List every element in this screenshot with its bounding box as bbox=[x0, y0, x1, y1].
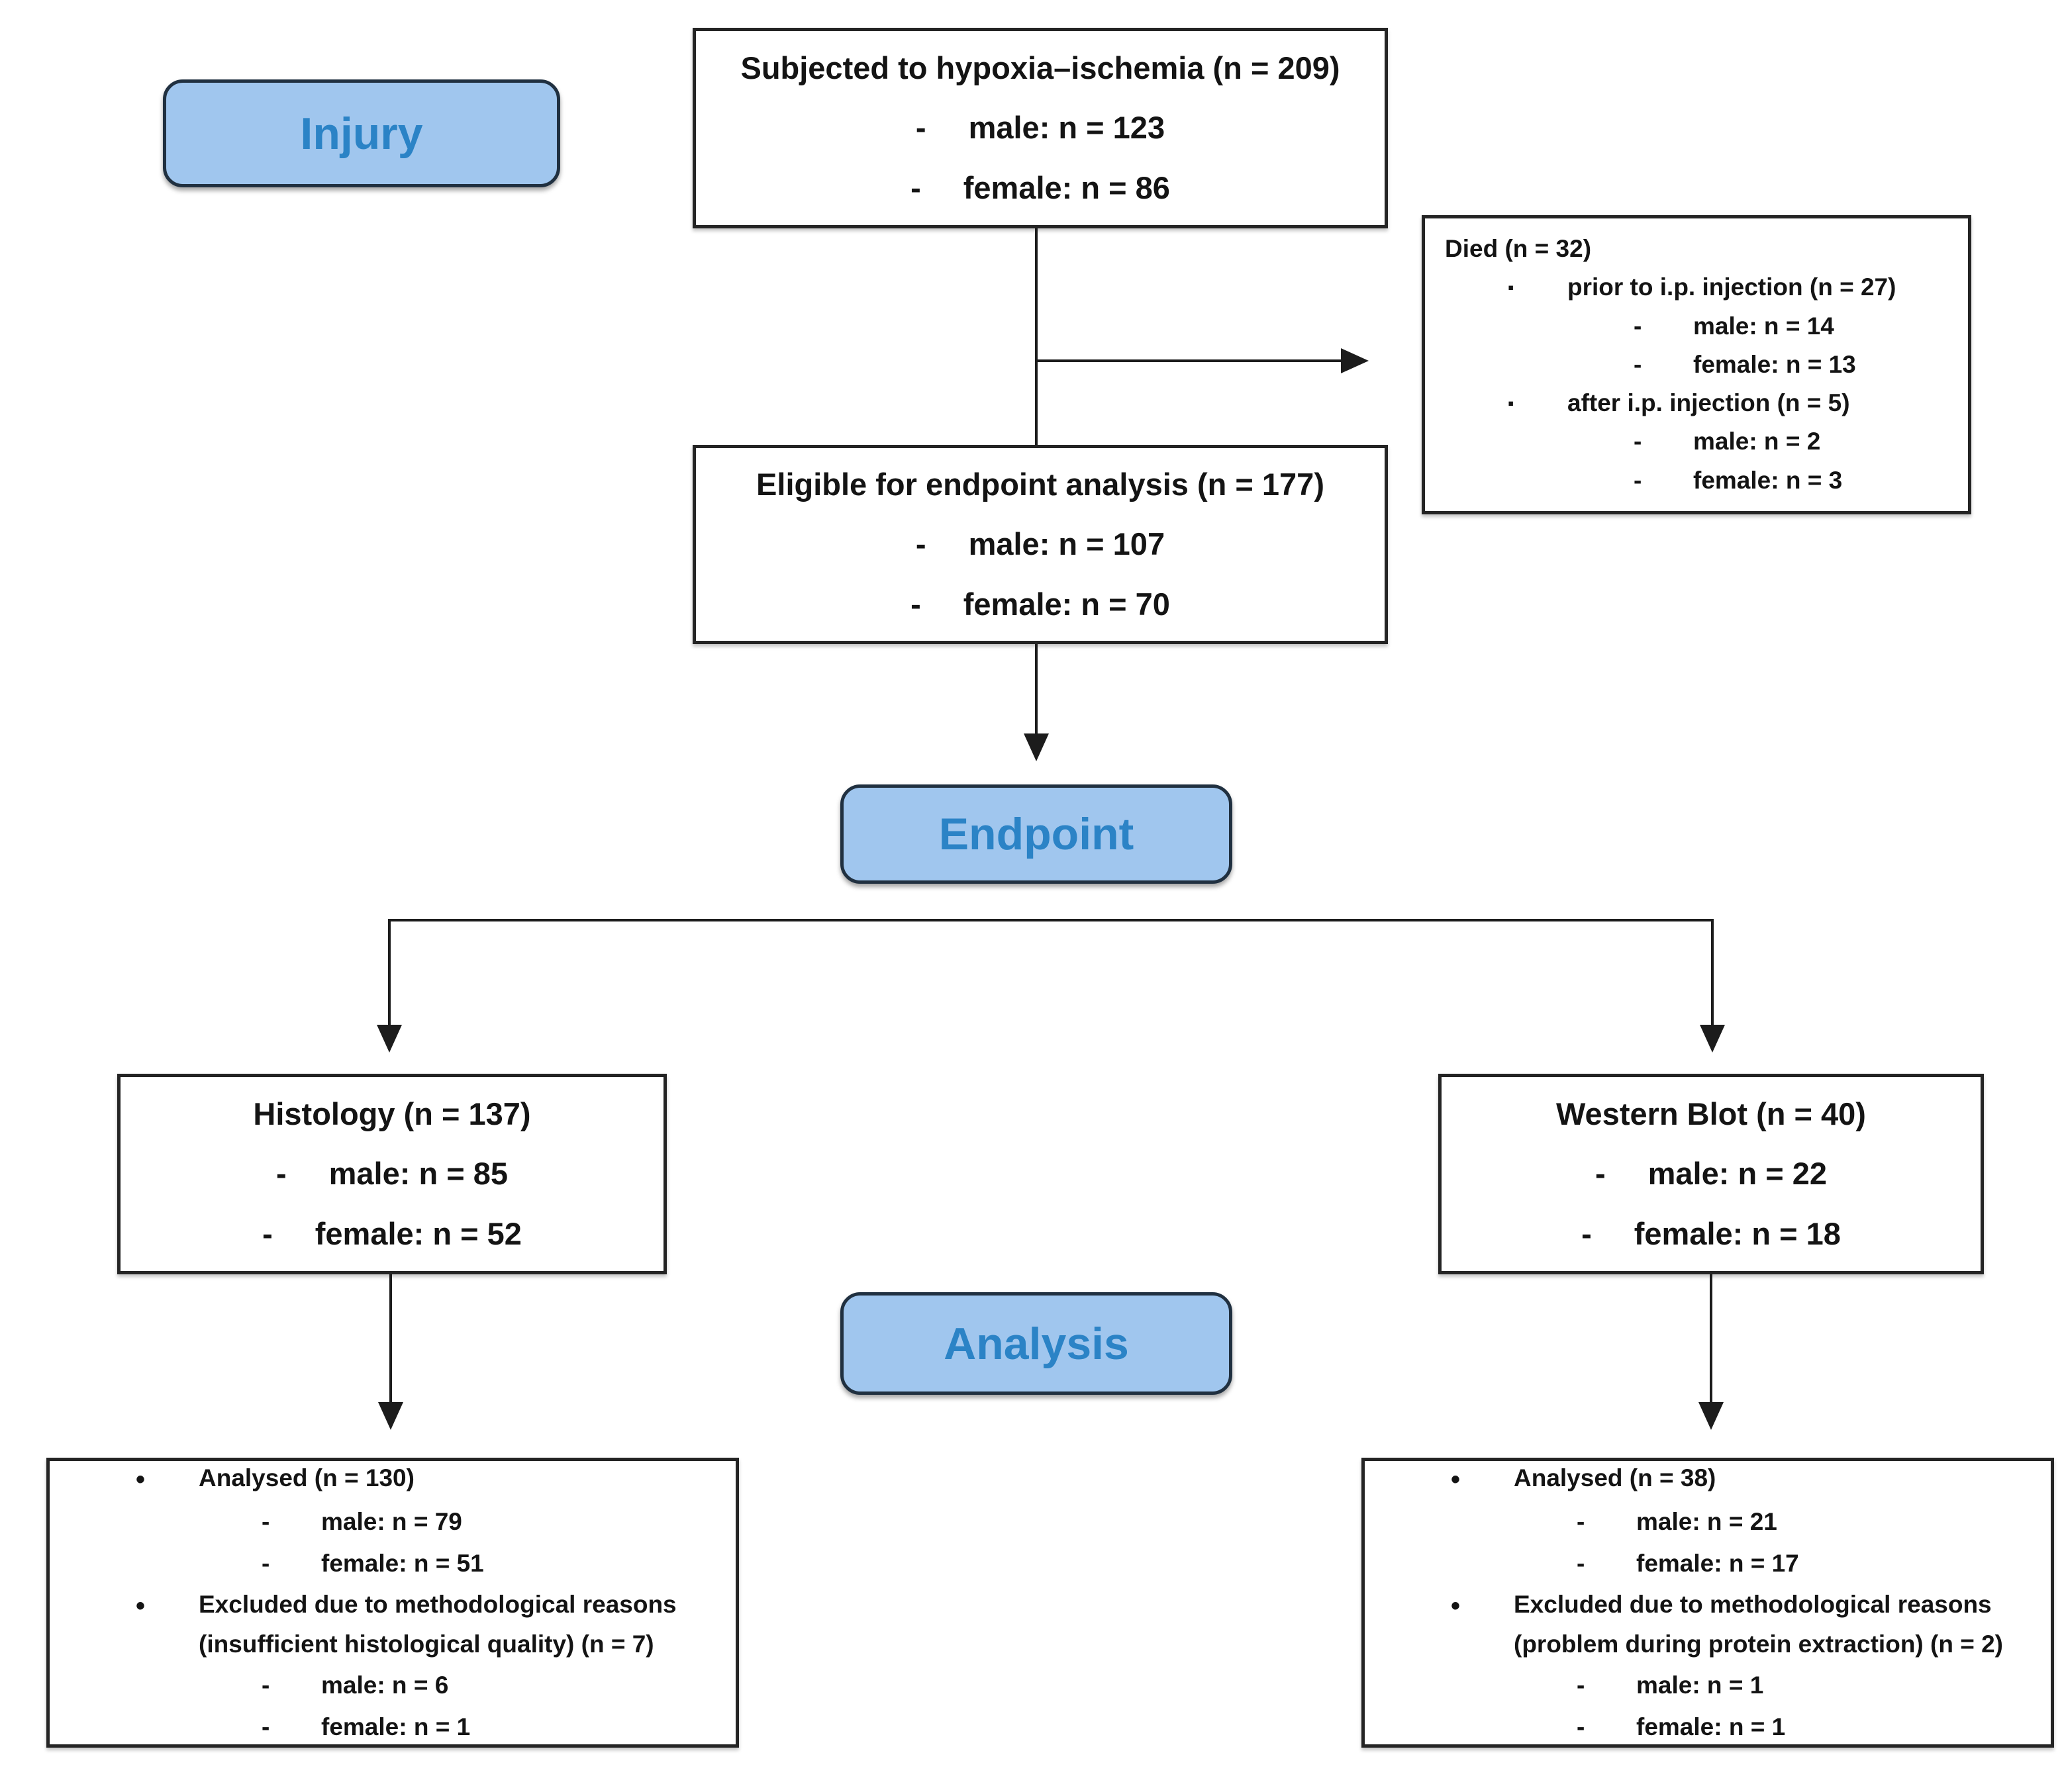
stage-badge-endpoint bbox=[840, 784, 1232, 884]
dash-glyph: - bbox=[1577, 1713, 1585, 1740]
bullet-icon: • bbox=[136, 1591, 146, 1621]
square-bullet-icon: ▪ bbox=[1508, 277, 1514, 298]
western-excluded-male-row bbox=[1391, 1670, 2031, 1701]
histology-excluded-female-text: female: n = 1 bbox=[321, 1713, 471, 1740]
dash-glyph: - bbox=[1577, 1549, 1585, 1577]
died-group-after-label: after i.p. injection (n = 5) bbox=[1567, 389, 1850, 417]
died-after-male-row bbox=[1445, 426, 1951, 457]
connector-branch-horizontal bbox=[389, 919, 1714, 921]
dash-glyph: - bbox=[275, 1156, 287, 1192]
connector-to-died bbox=[1036, 359, 1341, 362]
died-prior-female-text: female: n = 13 bbox=[1693, 350, 1856, 378]
histology-excluded-male-text: male: n = 6 bbox=[321, 1672, 449, 1699]
died-prior-male-row bbox=[1445, 311, 1951, 342]
western-blot-female-text: female: n = 18 bbox=[1634, 1215, 1841, 1251]
died-after-female-text: female: n = 3 bbox=[1693, 466, 1843, 494]
connector-branch-left bbox=[388, 919, 391, 1025]
died-box bbox=[1422, 215, 1971, 514]
histology-title: Histology (n = 137) bbox=[253, 1096, 531, 1131]
dash-glyph: - bbox=[1634, 350, 1642, 378]
western-blot-female-row bbox=[1581, 1215, 1841, 1252]
histology-male-row bbox=[276, 1155, 508, 1192]
connector-subjected-eligible bbox=[1035, 228, 1038, 446]
died-group-prior-label: prior to i.p. injection (n = 27) bbox=[1567, 273, 1896, 301]
dash-glyph: - bbox=[1634, 312, 1642, 340]
western-blot-male-text: male: n = 22 bbox=[1647, 1156, 1828, 1192]
western-excluded-label2: (problem during protein extraction) (n = 2) bbox=[1514, 1630, 2004, 1658]
subjected-male-text: male: n = 123 bbox=[968, 110, 1165, 146]
arrowhead-western-analysed bbox=[1698, 1402, 1724, 1430]
eligible-male-row bbox=[916, 526, 1165, 563]
square-bullet-icon: ▪ bbox=[1508, 393, 1514, 414]
dash-glyph: - bbox=[1581, 1215, 1592, 1251]
western-analysed-female-text: female: n = 17 bbox=[1636, 1549, 1799, 1577]
dash-glyph: - bbox=[910, 169, 921, 205]
histology-analysed-label: Analysed (n = 130) bbox=[199, 1464, 415, 1492]
western-analysed-box bbox=[1361, 1458, 2054, 1748]
histology-analysed-female-text: female: n = 51 bbox=[321, 1549, 484, 1577]
dash-glyph: - bbox=[262, 1672, 270, 1699]
western-analysed-male-text: male: n = 21 bbox=[1636, 1508, 1777, 1536]
eligible-box bbox=[693, 445, 1388, 644]
western-analysed-male-row bbox=[1391, 1507, 2031, 1537]
western-blot-title: Western Blot (n = 40) bbox=[1556, 1096, 1866, 1131]
bullet-icon: • bbox=[1451, 1591, 1461, 1621]
stage-badge-analysis-label: Analysis bbox=[944, 1318, 1129, 1369]
western-excluded-female-row bbox=[1391, 1712, 2031, 1742]
died-prior-female-row bbox=[1445, 350, 1951, 380]
histology-excluded-group bbox=[76, 1589, 716, 1660]
histology-analysed-male-text: male: n = 79 bbox=[321, 1508, 462, 1536]
histology-analysed-box bbox=[46, 1458, 739, 1748]
died-group-after bbox=[1445, 388, 1951, 418]
histology-excluded-label2: (insufficient histological quality) (n = 7) bbox=[199, 1630, 654, 1658]
western-analysed-female-row bbox=[1391, 1548, 2031, 1579]
stage-badge-analysis bbox=[840, 1292, 1232, 1395]
histology-box bbox=[117, 1074, 667, 1274]
arrowhead-endpoint bbox=[1024, 733, 1049, 761]
histology-excluded-label: Excluded due to methodological reasons bbox=[199, 1590, 677, 1618]
western-blot-box bbox=[1438, 1074, 1984, 1274]
western-excluded-label: Excluded due to methodological reasons bbox=[1514, 1590, 1992, 1618]
subjected-female-row bbox=[910, 169, 1170, 207]
eligible-male-text: male: n = 107 bbox=[968, 526, 1165, 562]
western-excluded-group bbox=[1391, 1589, 2031, 1660]
dash-glyph: - bbox=[262, 1508, 270, 1536]
stage-badge-injury-label: Injury bbox=[300, 108, 423, 159]
dash-glyph: - bbox=[915, 526, 926, 562]
subjected-male-row bbox=[916, 109, 1165, 146]
died-group-prior bbox=[1445, 272, 1951, 303]
histology-analysed-female-row bbox=[76, 1548, 716, 1579]
histology-female-text: female: n = 52 bbox=[315, 1215, 522, 1251]
died-after-male-text: male: n = 2 bbox=[1693, 428, 1821, 455]
eligible-female-text: female: n = 70 bbox=[963, 586, 1170, 622]
histology-excluded-female-row bbox=[76, 1712, 716, 1742]
dash-glyph: - bbox=[1577, 1672, 1585, 1699]
arrowhead-histology-analysed bbox=[378, 1402, 403, 1430]
connector-branch-right bbox=[1711, 919, 1714, 1025]
stage-badge-injury bbox=[163, 79, 560, 187]
subjected-female-text: female: n = 86 bbox=[963, 169, 1170, 205]
stage-badge-endpoint-label: Endpoint bbox=[938, 809, 1134, 859]
dash-glyph: - bbox=[262, 1713, 270, 1740]
western-excluded-female-text: female: n = 1 bbox=[1636, 1713, 1786, 1740]
arrowhead-histology bbox=[377, 1025, 402, 1053]
histology-excluded-male-row bbox=[76, 1670, 716, 1701]
histology-female-row bbox=[262, 1215, 522, 1252]
dash-glyph: - bbox=[1634, 428, 1642, 455]
arrowhead-to-died bbox=[1341, 348, 1369, 373]
died-prior-male-text: male: n = 14 bbox=[1693, 312, 1834, 340]
western-excluded-male-text: male: n = 1 bbox=[1636, 1672, 1764, 1699]
bullet-icon: • bbox=[136, 1465, 146, 1495]
arrowhead-western-blot bbox=[1700, 1025, 1725, 1053]
dash-glyph: - bbox=[1634, 466, 1642, 494]
connector-western-analysed bbox=[1710, 1274, 1712, 1402]
histology-analysed-male-row bbox=[76, 1507, 716, 1537]
dash-glyph: - bbox=[1595, 1156, 1606, 1192]
histology-analysed-group bbox=[76, 1463, 716, 1496]
dash-glyph: - bbox=[262, 1549, 270, 1577]
dash-glyph: - bbox=[1577, 1508, 1585, 1536]
died-title: Died (n = 32) bbox=[1445, 235, 1592, 263]
western-blot-male-row bbox=[1595, 1155, 1827, 1192]
eligible-female-row bbox=[910, 586, 1170, 623]
bullet-icon: • bbox=[1451, 1465, 1461, 1495]
dash-glyph: - bbox=[915, 110, 926, 146]
western-analysed-label: Analysed (n = 38) bbox=[1514, 1464, 1716, 1492]
subjected-box bbox=[693, 28, 1388, 228]
dash-glyph: - bbox=[262, 1215, 273, 1251]
eligible-title: Eligible for endpoint analysis (n = 177) bbox=[756, 466, 1324, 502]
subjected-title: Subjected to hypoxia–ischemia (n = 209) bbox=[740, 50, 1340, 85]
dash-glyph: - bbox=[910, 586, 921, 622]
died-after-female-row bbox=[1445, 465, 1951, 496]
connector-histology-analysed bbox=[389, 1274, 392, 1402]
histology-male-text: male: n = 85 bbox=[328, 1156, 509, 1192]
western-analysed-group bbox=[1391, 1463, 2031, 1496]
connector-eligible-endpoint bbox=[1035, 644, 1038, 733]
